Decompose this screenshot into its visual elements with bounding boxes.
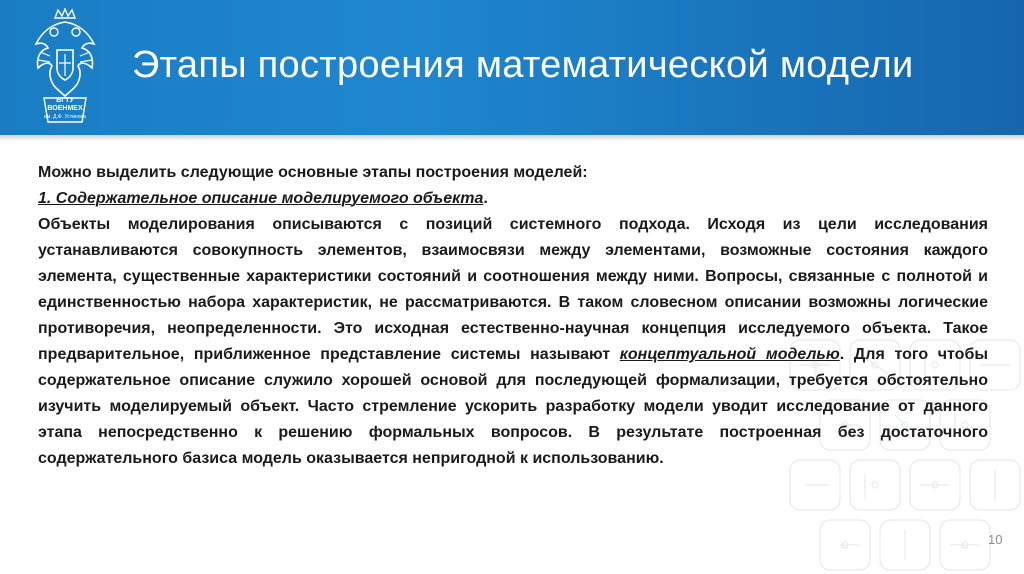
header-banner	[0, 0, 1024, 135]
page-number: 10	[988, 532, 1003, 547]
description-part1: Объекты моделирования описываются с позиций системного подхода. Исходя из цели исследования устанавливаются совокупность элементов, взаимосвязи между элементами, возможные состояния каждого элемента, существенные характеристики состояний и соотношения между ними. Вопросы, связанные с полнотой и единственностью набора характеристик, не рассматриваются. В таком словесном описании возможны логические противоречия, неопределенности. Это исходная естественно-научная концепция исследуемого объекта. Такое предварительное, приближенное представление системы называют	[38, 216, 988, 363]
step-heading	[38, 186, 988, 212]
description-part2: . Для того чтобы содержательное описание служило хорошей основой для последующей формализации, требуется обстоятельно изучить моделируемый объект. Часто стремление ускорить разработку модели уводит исследование от данного этапа непосредственно к решению формальных вопросов. В результате построенная без достаточного содержательного базиса модель оказывается непригодной к использованию.	[38, 346, 988, 467]
conceptual-model-term: концептуальной моделью	[619, 346, 840, 363]
logo-caption-line1: БГТУ	[56, 97, 74, 104]
logo-caption-line3: им. Д.Ф. Устинова	[44, 114, 86, 120]
logo-caption-line2: ВОЕНМЕХ	[47, 105, 83, 112]
slide-title: Этапы построения математической модели	[132, 44, 914, 86]
intro-text: Можно выделить следующие основные этапы построения моделей:	[38, 164, 588, 181]
logo-caption	[22, 97, 108, 121]
step-title-suffix: .	[483, 190, 488, 207]
step-title: 1. Содержательное описание моделируемого объекта	[38, 190, 484, 207]
